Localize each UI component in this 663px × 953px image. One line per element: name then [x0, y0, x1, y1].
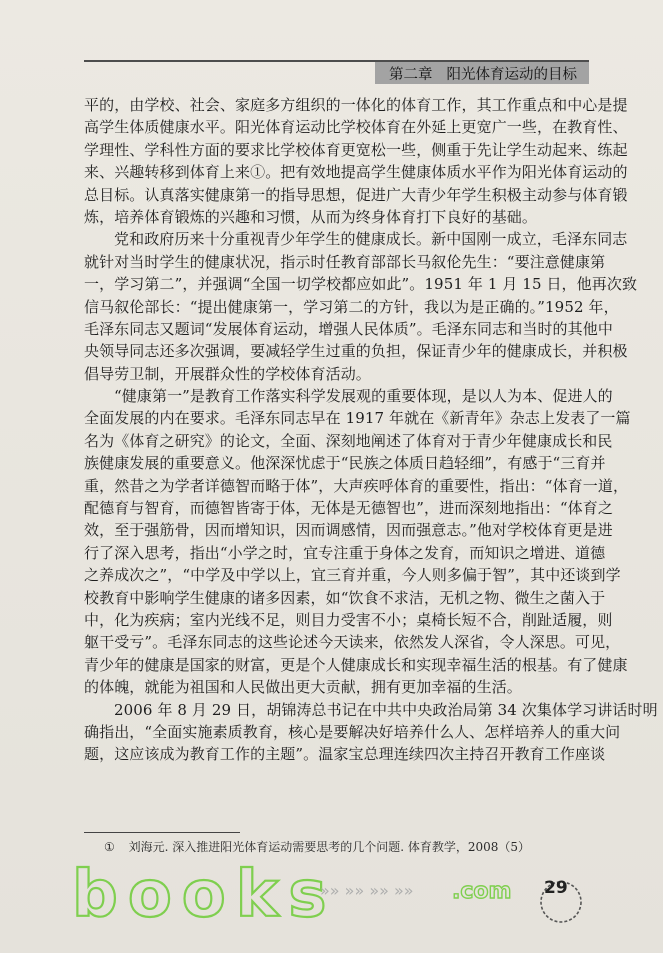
text-line: 全面发展的内在要求。毛泽东同志早在 1917 年就在《新青年》杂志上发表了一篇	[84, 409, 631, 428]
text-line: 就针对当时学生的健康状况，指示时任教育部部长马叙伦先生：“要注意健康第	[84, 252, 606, 271]
page-number: 29	[544, 878, 568, 898]
text-line: 配德育与智育，而德智皆寄于体，无体是无德智也”，进而深刻地指出：“体育之	[84, 499, 613, 518]
text-line: 的体魄，就能为祖国和人民做出更大贡献，拥有更加幸福的生活。	[84, 678, 522, 697]
text-line: 2006 年 8 月 29 日，胡锦涛总书记在中共中央政治局第 34 次集体学习讲话时明	[114, 700, 658, 719]
watermark-suffix: .com	[452, 879, 512, 904]
text-line: 央领导同志还多次强调，要减轻学生过重的负担，保证青少年的健康成长，并积极	[84, 342, 628, 361]
text-line: 高学生体质健康水平。阳光体育运动比学校体育在外延上更宽广一些，在教育性、	[84, 118, 628, 137]
text-line: 炼，培养体育锻炼的兴趣和习惯，从而为终身体育打下良好的基础。	[84, 207, 538, 226]
text-line: 之养成次之”，“中学及中学以上，宜三育并重，今人则多偏于智”，其中还谈到学	[84, 566, 621, 585]
text-line: 平的，由学校、社会、家庭多方组织的一体化的体育工作，其工作重点和中心是提	[84, 96, 628, 114]
footnote-divider	[84, 832, 240, 833]
text-line: 毛泽东同志又题词“发展体育运动，增强人民体质”。毛泽东同志和当时的其他中	[84, 319, 613, 338]
footnote-text: 刘海元. 深入推进阳光体育运动需要思考的几个问题. 体育教学，2008（5）	[128, 840, 531, 854]
text-line: 躯干受亏”。毛泽东同志的这些论述今天读来，依然发人深省，令人深思。可见，	[84, 633, 621, 652]
chapter-number: 第二章	[389, 66, 433, 83]
text-line: 青少年的健康是国家的财富，更是个人健康成长和实现幸福生活的根基。有了健康	[84, 655, 628, 674]
chapter-title: 阳光体育运动的目标	[446, 66, 577, 83]
text-line: 党和政府历来十分重视青少年学生的健康成长。新中国刚一成立，毛泽东同志	[114, 230, 628, 249]
text-line: 总目标。认真落实健康第一的指导思想，促进广大青少年学生积极主动参与体育锻	[84, 185, 628, 204]
text-line: 倡导劳卫制，开展群众性的学校体育活动。	[84, 364, 371, 383]
text-line: 来、兴趣转移到体育上来①。把有效地提高学生健康体质水平作为阳光体育运动的	[84, 163, 628, 182]
chapter-title-box	[375, 62, 589, 84]
text-line: 一，学习第二”，并强调“全国一切学校都应如此”。1951 年 1 月 15 日，他再次致	[84, 275, 638, 294]
footnote	[104, 838, 574, 855]
text-line: 确指出，“全面实施素质教育，核心是要解决好培养什么人、怎样培养人的重大问	[84, 722, 621, 741]
text-line: 名为《体育之研究》的论文，全面、深刻地阐述了体育对于青少年健康成长和民	[84, 431, 613, 450]
text-line: 行了深入思考，指出“小学之时，宜专注重于身体之发育，而知识之增进、道德	[84, 543, 606, 562]
text-line: 族健康发展的重要意义。他深深忧虑于“民族之体质日趋轻细”，有感于“三育并	[84, 454, 606, 473]
text-line: 效，至于强筋骨，因而增知识，因而调感情，因而强意志。”他对学校体育更是进	[84, 521, 613, 540]
text-line: 学理性、学科性方面的要求比学校体育更宽松一些，侧重于先让学生动起来、练起	[84, 140, 628, 159]
text-line: 信马叙伦部长：“提出健康第一，学习第二的方针，我以为是正确的。”1952 年，	[84, 297, 619, 316]
watermark-arrows: »» »» »» »»	[320, 881, 414, 900]
text-line: 重，然昔之为学者详德智而略于体”，大声疾呼体育的重要性，指出：“体育一道，	[84, 476, 629, 495]
body-text	[84, 94, 658, 766]
text-line: “健康第一”是教育工作落实科学发展观的重要体现，是以人为本、促进人的	[114, 387, 613, 406]
running-header	[84, 60, 589, 86]
footnote-mark: ①	[104, 840, 115, 854]
text-line: 题，这应该成为教育工作的主题”。温家宝总理连续四次主持召开教育工作座谈	[84, 745, 606, 764]
text-line: 校教育中影响学生健康的诸多因素，如“饮食不求洁，无机之物、微生之菌入于	[84, 588, 606, 607]
watermark-logo	[70, 856, 590, 936]
watermark-main-text: books	[72, 858, 337, 932]
text-line: 中，化为疾病；室内光线不足，则目力受害不小；桌椅长短不合，削趾适履，则	[84, 610, 613, 629]
